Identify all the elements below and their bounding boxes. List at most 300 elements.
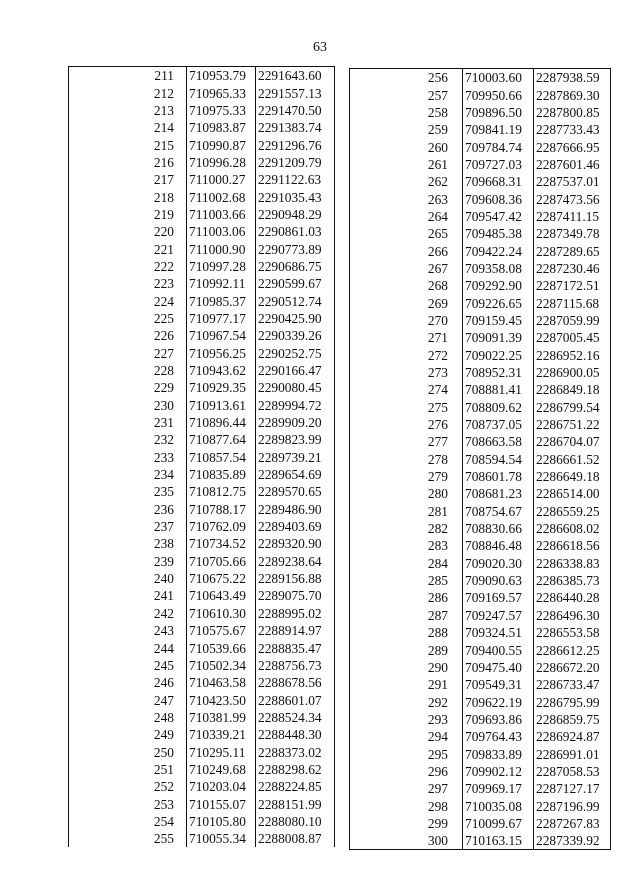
x-coordinate-cell: 710762.09 [187, 518, 256, 535]
table-row [350, 572, 611, 589]
table-row [350, 364, 611, 381]
point-number-cell: 276 [427, 417, 448, 433]
table-row [350, 468, 611, 485]
point-number-cell: 259 [427, 122, 448, 138]
table-row [350, 173, 611, 190]
y-coordinate-cell: 2288835.47 [256, 639, 335, 656]
table-row [69, 292, 335, 309]
x-coordinate-cell: 709022.25 [463, 347, 534, 364]
point-number-cell: 294 [427, 729, 448, 745]
x-coordinate-cell: 708754.67 [463, 503, 534, 520]
table-row [69, 102, 335, 119]
y-coordinate-cell: 2288224.85 [256, 778, 335, 795]
table-row [350, 832, 611, 850]
y-coordinate-cell: 2286751.22 [534, 416, 611, 433]
point-number-cell: 215 [153, 137, 174, 153]
table-row [350, 659, 611, 676]
x-coordinate-cell: 708663.58 [463, 433, 534, 450]
y-coordinate-cell: 2288008.87 [256, 830, 335, 847]
table-row [69, 119, 335, 136]
y-coordinate-cell: 2287115.68 [534, 294, 611, 311]
point-number-cell: 271 [427, 330, 448, 346]
x-coordinate-cell: 709422.24 [463, 242, 534, 259]
table-row [350, 520, 611, 537]
y-coordinate-cell: 2290339.26 [256, 327, 335, 344]
table-row [350, 121, 611, 138]
x-coordinate-cell: 709475.40 [463, 659, 534, 676]
point-number-cell: 230 [153, 397, 174, 413]
y-coordinate-cell: 2290686.75 [256, 258, 335, 275]
point-number-cell: 218 [153, 189, 174, 205]
y-coordinate-cell: 2287411.15 [534, 208, 611, 225]
table-row [350, 86, 611, 103]
point-number-cell: 280 [427, 486, 448, 502]
y-coordinate-cell: 2287938.59 [534, 69, 611, 87]
x-coordinate-cell: 709896.50 [463, 104, 534, 121]
table-row [350, 589, 611, 606]
point-number-cell: 279 [427, 469, 448, 485]
point-number-cell: 235 [153, 484, 174, 500]
x-coordinate-cell: 710983.87 [187, 119, 256, 136]
point-number-cell: 240 [153, 571, 174, 587]
right-coordinate-table [349, 68, 611, 850]
x-coordinate-cell: 710055.34 [187, 830, 256, 847]
x-coordinate-cell: 709622.19 [463, 693, 534, 710]
table-row [69, 778, 335, 795]
table-row [69, 188, 335, 205]
table-row [350, 156, 611, 173]
x-coordinate-cell: 710975.33 [187, 102, 256, 119]
x-coordinate-cell: 710203.04 [187, 778, 256, 795]
point-number-cell: 222 [153, 258, 174, 274]
x-coordinate-cell: 710003.60 [463, 69, 534, 87]
table-row [69, 431, 335, 448]
table-row [350, 555, 611, 572]
x-coordinate-cell: 709549.31 [463, 676, 534, 693]
x-coordinate-cell: 710105.80 [187, 813, 256, 830]
x-coordinate-cell: 710295.11 [187, 743, 256, 760]
x-coordinate-cell: 710675.22 [187, 570, 256, 587]
table-row [350, 815, 611, 832]
x-coordinate-cell: 709784.74 [463, 138, 534, 155]
point-number-cell: 278 [427, 451, 448, 467]
table-row [69, 639, 335, 656]
table-row [350, 416, 611, 433]
x-coordinate-cell: 711000.27 [187, 171, 256, 188]
x-coordinate-cell: 709090.63 [463, 572, 534, 589]
y-coordinate-cell: 2286900.05 [534, 364, 611, 381]
point-number-cell: 246 [153, 675, 174, 691]
x-coordinate-cell: 710734.52 [187, 535, 256, 552]
x-coordinate-cell: 709091.39 [463, 329, 534, 346]
point-number-cell: 228 [153, 363, 174, 379]
y-coordinate-cell: 2287800.85 [534, 104, 611, 121]
x-coordinate-cell: 710992.11 [187, 275, 256, 292]
y-coordinate-cell: 2288448.30 [256, 726, 335, 743]
point-number-cell: 214 [153, 120, 174, 136]
point-number-cell: 298 [427, 798, 448, 814]
y-coordinate-cell: 2286612.25 [534, 641, 611, 658]
y-coordinate-cell: 2290948.29 [256, 206, 335, 223]
table-row [350, 693, 611, 710]
point-number-cell: 288 [427, 625, 448, 641]
right-table-body [350, 69, 611, 850]
x-coordinate-cell: 710610.30 [187, 605, 256, 622]
y-coordinate-cell: 2291209.79 [256, 154, 335, 171]
table-row [69, 501, 335, 518]
x-coordinate-cell: 710249.68 [187, 761, 256, 778]
table-row [350, 485, 611, 502]
x-coordinate-cell: 709358.08 [463, 260, 534, 277]
y-coordinate-cell: 2286795.99 [534, 693, 611, 710]
table-row [69, 657, 335, 674]
y-coordinate-cell: 2286649.18 [534, 468, 611, 485]
y-coordinate-cell: 2289403.69 [256, 518, 335, 535]
x-coordinate-cell: 710857.54 [187, 449, 256, 466]
point-number-cell: 225 [153, 310, 174, 326]
y-coordinate-cell: 2289909.20 [256, 414, 335, 431]
y-coordinate-cell: 2286952.16 [534, 347, 611, 364]
y-coordinate-cell: 2287127.17 [534, 780, 611, 797]
table-row [350, 138, 611, 155]
x-coordinate-cell: 708809.62 [463, 399, 534, 416]
point-number-cell: 250 [153, 744, 174, 760]
point-number-cell: 219 [153, 206, 174, 222]
table-row [350, 277, 611, 294]
x-coordinate-cell: 709902.12 [463, 763, 534, 780]
y-coordinate-cell: 2286440.28 [534, 589, 611, 606]
y-coordinate-cell: 2290166.47 [256, 362, 335, 379]
y-coordinate-cell: 2287601.46 [534, 156, 611, 173]
point-number-cell: 290 [427, 659, 448, 675]
point-number-cell: 260 [427, 139, 448, 155]
point-number-cell: 265 [427, 226, 448, 242]
y-coordinate-cell: 2291296.76 [256, 136, 335, 153]
x-coordinate-cell: 710423.50 [187, 691, 256, 708]
y-coordinate-cell: 2287005.45 [534, 329, 611, 346]
table-row [69, 67, 335, 85]
table-row [69, 570, 335, 587]
y-coordinate-cell: 2286618.56 [534, 537, 611, 554]
table-row [350, 294, 611, 311]
point-number-cell: 293 [427, 711, 448, 727]
y-coordinate-cell: 2287172.51 [534, 277, 611, 294]
point-number-cell: 220 [153, 224, 174, 240]
table-row [350, 190, 611, 207]
table-row [69, 830, 335, 847]
y-coordinate-cell: 2290080.45 [256, 379, 335, 396]
x-coordinate-cell: 709969.17 [463, 780, 534, 797]
x-coordinate-cell: 708830.66 [463, 520, 534, 537]
table-row [350, 104, 611, 121]
point-number-cell: 262 [427, 174, 448, 190]
point-number-cell: 237 [153, 519, 174, 535]
point-number-cell: 291 [427, 677, 448, 693]
y-coordinate-cell: 2291122.63 [256, 171, 335, 188]
y-coordinate-cell: 2289238.64 [256, 553, 335, 570]
y-coordinate-cell: 2291470.50 [256, 102, 335, 119]
table-row [350, 260, 611, 277]
table-row [69, 587, 335, 604]
x-coordinate-cell: 708846.48 [463, 537, 534, 554]
table-row [350, 399, 611, 416]
point-number-cell: 282 [427, 521, 448, 537]
x-coordinate-cell: 711000.90 [187, 240, 256, 257]
y-coordinate-cell: 2288914.97 [256, 622, 335, 639]
y-coordinate-cell: 2288678.56 [256, 674, 335, 691]
y-coordinate-cell: 2288601.07 [256, 691, 335, 708]
point-number-cell: 299 [427, 815, 448, 831]
x-coordinate-cell: 710990.87 [187, 136, 256, 153]
y-coordinate-cell: 2290861.03 [256, 223, 335, 240]
x-coordinate-cell: 710339.21 [187, 726, 256, 743]
y-coordinate-cell: 2286849.18 [534, 381, 611, 398]
table-row [69, 691, 335, 708]
y-coordinate-cell: 2286608.02 [534, 520, 611, 537]
y-coordinate-cell: 2289156.88 [256, 570, 335, 587]
x-coordinate-cell: 709727.03 [463, 156, 534, 173]
table-row [69, 795, 335, 812]
y-coordinate-cell: 2289075.70 [256, 587, 335, 604]
x-coordinate-cell: 711003.06 [187, 223, 256, 240]
point-number-cell: 264 [427, 208, 448, 224]
table-row [350, 728, 611, 745]
table-row [69, 813, 335, 830]
table-row [350, 780, 611, 797]
y-coordinate-cell: 2286733.47 [534, 676, 611, 693]
y-coordinate-cell: 2291643.60 [256, 67, 335, 85]
table-row [69, 449, 335, 466]
x-coordinate-cell: 709292.90 [463, 277, 534, 294]
x-coordinate-cell: 710896.44 [187, 414, 256, 431]
x-coordinate-cell: 709169.57 [463, 589, 534, 606]
point-number-cell: 277 [427, 434, 448, 450]
x-coordinate-cell: 711003.66 [187, 206, 256, 223]
y-coordinate-cell: 2287058.53 [534, 763, 611, 780]
x-coordinate-cell: 709485.38 [463, 225, 534, 242]
point-number-cell: 224 [153, 293, 174, 309]
y-coordinate-cell: 2287349.78 [534, 225, 611, 242]
point-number-cell: 213 [153, 102, 174, 118]
x-coordinate-cell: 710956.25 [187, 345, 256, 362]
point-number-cell: 289 [427, 642, 448, 658]
table-row [350, 503, 611, 520]
table-row [350, 745, 611, 762]
x-coordinate-cell: 709693.86 [463, 711, 534, 728]
y-coordinate-cell: 2290512.74 [256, 292, 335, 309]
point-number-cell: 252 [153, 779, 174, 795]
x-coordinate-cell: 710812.75 [187, 483, 256, 500]
x-coordinate-cell: 710985.37 [187, 292, 256, 309]
point-number-cell: 263 [427, 191, 448, 207]
y-coordinate-cell: 2288298.62 [256, 761, 335, 778]
x-coordinate-cell: 710977.17 [187, 310, 256, 327]
y-coordinate-cell: 2287289.65 [534, 242, 611, 259]
x-coordinate-cell: 709841.19 [463, 121, 534, 138]
y-coordinate-cell: 2286991.01 [534, 745, 611, 762]
point-number-cell: 254 [153, 813, 174, 829]
y-coordinate-cell: 2289823.99 [256, 431, 335, 448]
y-coordinate-cell: 2286661.52 [534, 451, 611, 468]
point-number-cell: 270 [427, 312, 448, 328]
x-coordinate-cell: 709324.51 [463, 624, 534, 641]
x-coordinate-cell: 710539.66 [187, 639, 256, 656]
point-number-cell: 211 [154, 68, 174, 84]
y-coordinate-cell: 2287666.95 [534, 138, 611, 155]
table-row [350, 347, 611, 364]
point-number-cell: 283 [427, 538, 448, 554]
page-number: 63 [313, 40, 327, 55]
table-row [69, 483, 335, 500]
table-row [350, 624, 611, 641]
point-number-cell: 297 [427, 781, 448, 797]
y-coordinate-cell: 2291383.74 [256, 119, 335, 136]
y-coordinate-cell: 2290252.75 [256, 345, 335, 362]
y-coordinate-cell: 2287267.83 [534, 815, 611, 832]
x-coordinate-cell: 710099.67 [463, 815, 534, 832]
y-coordinate-cell: 2287339.92 [534, 832, 611, 850]
y-coordinate-cell: 2286553.58 [534, 624, 611, 641]
y-coordinate-cell: 2288524.34 [256, 709, 335, 726]
x-coordinate-cell: 710835.89 [187, 466, 256, 483]
y-coordinate-cell: 2286704.07 [534, 433, 611, 450]
y-coordinate-cell: 2288756.73 [256, 657, 335, 674]
point-number-cell: 274 [427, 382, 448, 398]
table-row [69, 553, 335, 570]
point-number-cell: 216 [153, 154, 174, 170]
point-number-cell: 272 [427, 347, 448, 363]
y-coordinate-cell: 2287733.43 [534, 121, 611, 138]
x-coordinate-cell: 710929.35 [187, 379, 256, 396]
y-coordinate-cell: 2286385.73 [534, 572, 611, 589]
x-coordinate-cell: 709950.66 [463, 86, 534, 103]
point-number-cell: 267 [427, 260, 448, 276]
y-coordinate-cell: 2286496.30 [534, 607, 611, 624]
table-row [69, 397, 335, 414]
table-row [350, 312, 611, 329]
point-number-cell: 295 [427, 746, 448, 762]
y-coordinate-cell: 2287869.30 [534, 86, 611, 103]
y-coordinate-cell: 2287196.99 [534, 797, 611, 814]
table-row [69, 743, 335, 760]
point-number-cell: 253 [153, 796, 174, 812]
y-coordinate-cell: 2290773.89 [256, 240, 335, 257]
table-row [69, 709, 335, 726]
table-row [350, 381, 611, 398]
point-number-cell: 229 [153, 380, 174, 396]
table-row [69, 171, 335, 188]
point-number-cell: 221 [153, 241, 174, 257]
x-coordinate-cell: 708952.31 [463, 364, 534, 381]
x-coordinate-cell: 710965.33 [187, 84, 256, 101]
point-number-cell: 242 [153, 605, 174, 621]
y-coordinate-cell: 2286799.54 [534, 399, 611, 416]
x-coordinate-cell: 708601.78 [463, 468, 534, 485]
point-number-cell: 249 [153, 727, 174, 743]
x-coordinate-cell: 708881.41 [463, 381, 534, 398]
table-row [350, 676, 611, 693]
table-row [350, 451, 611, 468]
left-coordinate-table [68, 66, 335, 847]
y-coordinate-cell: 2289570.65 [256, 483, 335, 500]
table-row [69, 379, 335, 396]
point-number-cell: 256 [427, 70, 448, 86]
point-number-cell: 223 [153, 276, 174, 292]
table-row [69, 84, 335, 101]
y-coordinate-cell: 2287537.01 [534, 173, 611, 190]
y-coordinate-cell: 2289739.21 [256, 449, 335, 466]
point-number-cell: 281 [427, 503, 448, 519]
x-coordinate-cell: 709833.89 [463, 745, 534, 762]
y-coordinate-cell: 2288373.02 [256, 743, 335, 760]
table-row [69, 761, 335, 778]
point-number-cell: 232 [153, 432, 174, 448]
point-number-cell: 227 [153, 345, 174, 361]
point-number-cell: 251 [153, 761, 174, 777]
table-row [69, 466, 335, 483]
point-number-cell: 287 [427, 607, 448, 623]
point-number-cell: 245 [153, 657, 174, 673]
table-row [69, 518, 335, 535]
table-row [69, 327, 335, 344]
table-row [69, 674, 335, 691]
table-row [69, 535, 335, 552]
y-coordinate-cell: 2289486.90 [256, 501, 335, 518]
x-coordinate-cell: 710155.07 [187, 795, 256, 812]
table-row [69, 605, 335, 622]
point-number-cell: 273 [427, 365, 448, 381]
y-coordinate-cell: 2290425.90 [256, 310, 335, 327]
x-coordinate-cell: 709020.30 [463, 555, 534, 572]
point-number-cell: 275 [427, 399, 448, 415]
table-row [69, 206, 335, 223]
x-coordinate-cell: 708594.54 [463, 451, 534, 468]
table-row [350, 763, 611, 780]
point-number-cell: 231 [153, 415, 174, 431]
point-number-cell: 241 [153, 588, 174, 604]
table-row [350, 225, 611, 242]
x-coordinate-cell: 709547.42 [463, 208, 534, 225]
x-coordinate-cell: 708681.23 [463, 485, 534, 502]
x-coordinate-cell: 710877.64 [187, 431, 256, 448]
point-number-cell: 269 [427, 295, 448, 311]
y-coordinate-cell: 2291557.13 [256, 84, 335, 101]
point-number-cell: 296 [427, 763, 448, 779]
point-number-cell: 236 [153, 501, 174, 517]
point-number-cell: 248 [153, 709, 174, 725]
table-row [69, 414, 335, 431]
y-coordinate-cell: 2286559.25 [534, 503, 611, 520]
point-number-cell: 243 [153, 623, 174, 639]
table-row [69, 275, 335, 292]
point-number-cell: 258 [427, 104, 448, 120]
y-coordinate-cell: 2286338.83 [534, 555, 611, 572]
point-number-cell: 247 [153, 692, 174, 708]
x-coordinate-cell: 710381.99 [187, 709, 256, 726]
x-coordinate-cell: 709608.36 [463, 190, 534, 207]
table-row [69, 726, 335, 743]
point-number-cell: 244 [153, 640, 174, 656]
table-row [69, 310, 335, 327]
table-row [350, 641, 611, 658]
y-coordinate-cell: 2288080.10 [256, 813, 335, 830]
x-coordinate-cell: 710943.62 [187, 362, 256, 379]
table-row [350, 797, 611, 814]
x-coordinate-cell: 709400.55 [463, 641, 534, 658]
table-row [350, 433, 611, 450]
y-coordinate-cell: 2288995.02 [256, 605, 335, 622]
table-row [69, 362, 335, 379]
